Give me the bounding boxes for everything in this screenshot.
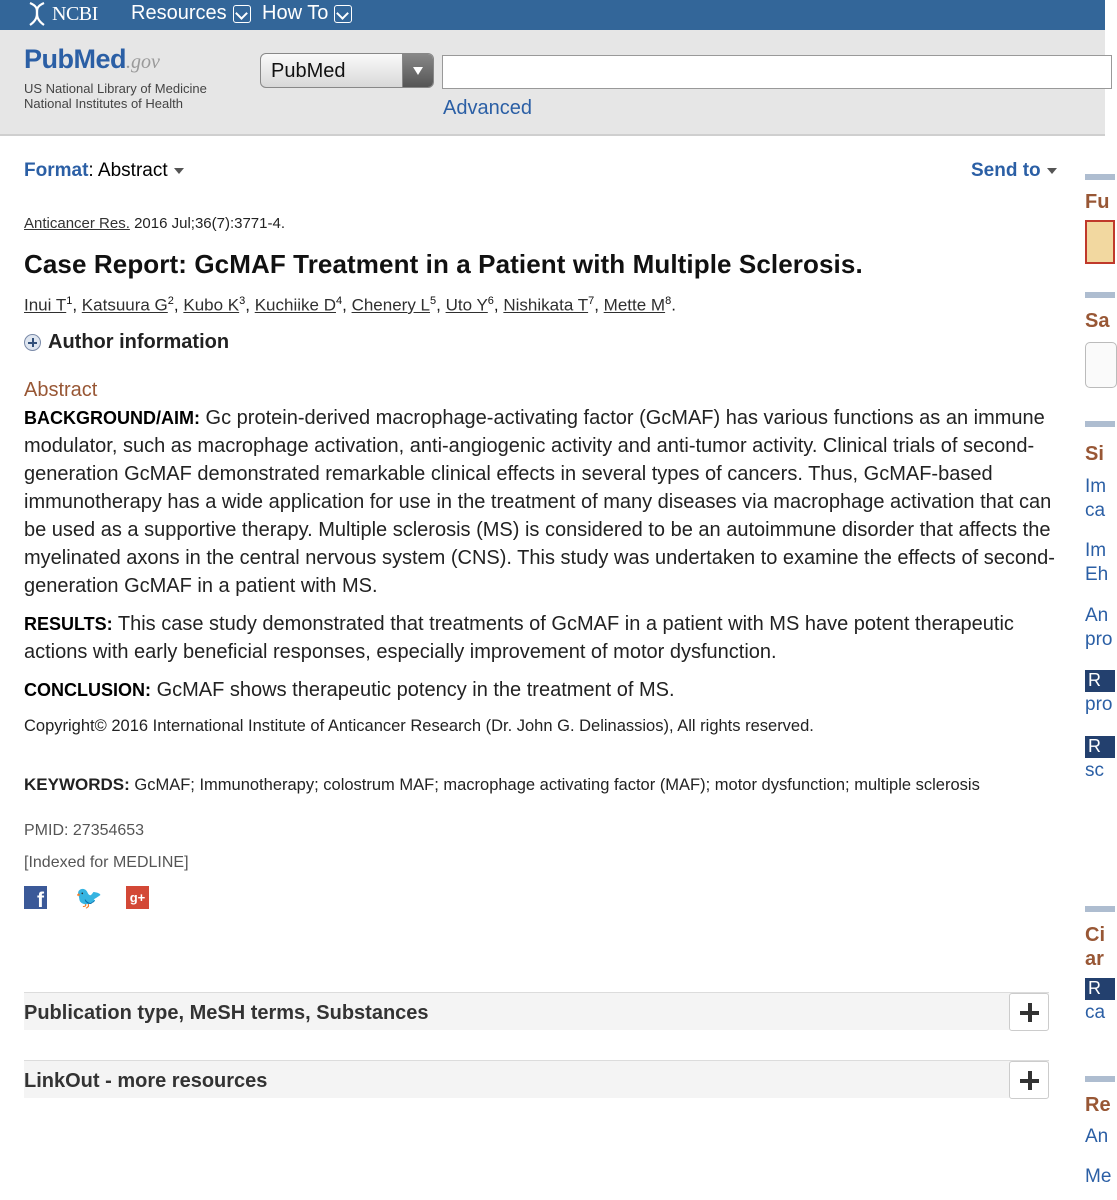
- author-link[interactable]: Uto Y: [445, 295, 488, 315]
- results-label: RESULTS:: [24, 614, 113, 634]
- keywords-line: [24, 775, 980, 795]
- sidebar-link[interactable]: Im: [1085, 540, 1107, 561]
- send-to-label: Send to: [971, 160, 1041, 181]
- facebook-icon[interactable]: [24, 886, 47, 909]
- format-value: Abstract: [97, 160, 168, 181]
- author-link[interactable]: Mette M: [603, 295, 666, 315]
- publication-type-section[interactable]: [24, 992, 1049, 1030]
- conclusion-label: CONCLUSION:: [24, 680, 151, 700]
- expand-plus-icon[interactable]: [1009, 1061, 1049, 1099]
- author-link[interactable]: Nishikata T: [503, 295, 589, 315]
- keywords-label: KEYWORDS:: [24, 775, 130, 794]
- author-affil-num: 7: [588, 295, 595, 307]
- resources-menu[interactable]: [131, 2, 251, 25]
- linkout-section[interactable]: [24, 1060, 1049, 1098]
- expand-plus-icon[interactable]: [1009, 993, 1049, 1031]
- journal-link[interactable]: Anticancer Res.: [24, 215, 130, 232]
- how-to-label: How To: [262, 2, 329, 24]
- save-items-button[interactable]: [1085, 342, 1117, 388]
- abstract-conclusion: [24, 676, 1059, 704]
- copyright-text: Copyright© 2016 International Institute of Anticancer Research (Dr. John G. Delinassios), All rights reserved.: [24, 717, 814, 735]
- section-label: LinkOut - more resources: [24, 1070, 268, 1092]
- author-information-toggle[interactable]: [24, 331, 229, 354]
- article-title: Case Report: GcMAF Treatment in a Patient with Multiple Sclerosis.: [24, 249, 863, 279]
- sidebar-heading: Si: [1085, 443, 1104, 465]
- sidebar-heading: Ci: [1085, 924, 1105, 946]
- full-text-thumbnail[interactable]: [1085, 220, 1115, 264]
- review-badge: R: [1085, 670, 1115, 692]
- sidebar-link[interactable]: Eh: [1085, 564, 1109, 585]
- author-affil-num: 4: [335, 295, 343, 307]
- pubmed-logo-gov: .gov: [126, 51, 160, 73]
- review-badge: R: [1085, 978, 1115, 1000]
- author-link[interactable]: Kuchiike D: [254, 295, 336, 315]
- author-information-label: Author information: [48, 331, 230, 353]
- sidebar-divider: [1085, 1076, 1115, 1082]
- pubmed-logo[interactable]: [24, 44, 207, 111]
- author-affil-num: 3: [239, 295, 246, 307]
- keywords-text: GcMAF; Immunotherapy; colostrum MAF; macrophage activating factor (MAF); motor dysfunction; multiple sclerosis: [134, 776, 980, 794]
- author-affil-num: 6: [487, 295, 494, 307]
- google-plus-icon[interactable]: g+: [126, 886, 149, 909]
- author-link[interactable]: Chenery L: [351, 295, 430, 315]
- abstract-heading: Abstract: [24, 379, 98, 401]
- sidebar-heading: ar: [1085, 948, 1104, 970]
- background-label: BACKGROUND/AIM:: [24, 408, 200, 428]
- author-affil-num: 5: [430, 295, 437, 307]
- database-select[interactable]: [260, 53, 434, 88]
- sidebar-heading: Re: [1085, 1094, 1111, 1116]
- pubmed-logo-word: PubMed: [24, 44, 126, 74]
- author-link[interactable]: Kubo K: [183, 295, 240, 315]
- sidebar-divider: [1085, 421, 1115, 427]
- twitter-icon[interactable]: 🐦: [75, 885, 103, 910]
- sidebar-divider: [1085, 174, 1115, 180]
- sidebar-link[interactable]: Im: [1085, 476, 1107, 497]
- sidebar-link[interactable]: ca: [1085, 500, 1106, 521]
- pmid-text: PMID: 27354653: [24, 822, 145, 839]
- resources-label: Resources: [131, 2, 227, 24]
- format-key: Format: [24, 160, 89, 181]
- nlm-label: US National Library of Medicine: [24, 81, 207, 96]
- sidebar-link[interactable]: An: [1085, 1126, 1109, 1147]
- abstract-results: [24, 610, 1059, 666]
- author-affil-num: 8: [665, 295, 672, 307]
- sidebar-link[interactable]: pro: [1085, 694, 1113, 715]
- ncbi-logo-text: NCBI: [52, 2, 98, 25]
- sidebar-link[interactable]: pro: [1085, 629, 1113, 650]
- ncbi-logo[interactable]: [26, 0, 98, 28]
- sidebar-heading: Sa: [1085, 310, 1110, 332]
- chevron-down-icon: [233, 5, 251, 23]
- citation-line: [24, 215, 285, 232]
- ncbi-top-bar: [0, 0, 1105, 30]
- caret-down-icon: [1047, 168, 1057, 174]
- sidebar-heading: Fu: [1085, 191, 1110, 213]
- sidebar-divider: [1085, 906, 1115, 912]
- author-affil-num: 2: [167, 295, 174, 307]
- database-select-value: PubMed: [271, 60, 346, 82]
- social-share: [24, 886, 177, 909]
- results-text: This case study demonstrated that treatments of GcMAF in a patient with MS have potent therapeutic actions with early beneficial responses, especially improvement of motor dysfunction.: [24, 613, 1014, 663]
- sidebar-link[interactable]: sc: [1085, 760, 1104, 781]
- review-badge: R: [1085, 736, 1115, 758]
- right-sidebar-clipped: [1085, 150, 1113, 1200]
- send-to-menu[interactable]: [971, 160, 1057, 182]
- expand-plus-icon: [24, 334, 41, 351]
- dna-icon: [26, 1, 48, 27]
- sidebar-link[interactable]: Me: [1085, 1166, 1112, 1187]
- author-affil-num: 1: [66, 295, 73, 307]
- citation-details: 2016 Jul;36(7):3771-4.: [134, 215, 285, 232]
- sidebar-link[interactable]: An: [1085, 605, 1109, 626]
- indexed-text: [Indexed for MEDLINE]: [24, 854, 189, 871]
- conclusion-text: GcMAF shows therapeutic potency in the treatment of MS.: [156, 679, 675, 701]
- advanced-search-link[interactable]: Advanced: [443, 97, 532, 119]
- background-text: Gc protein-derived macrophage-activating factor (GcMAF) has various functions as an immune modulator, such as macrophage activation, anti-angiogenic activity and anti-tumor activity. Clinical trials of second-generation GcMAF demonstrated remarkable clinical effects in several types of cancers. Thus, GcMAF-based immunotherapy has a wide application for use in the treatment of many diseases via macrophage activation that can be used as a supportive therapy. Multiple sclerosis (MS) is considered to be an autoimmune disorder that affects the myelinated axons in the central nervous system (CNS). This study was undertaken to examine the effects of second-generation GcMAF in a patient with MS.: [24, 407, 1055, 597]
- chevron-down-icon: [334, 5, 352, 23]
- section-label: Publication type, MeSH terms, Substances: [24, 1002, 429, 1024]
- author-list: Inui $T^1$, Katsuura $G^2$, Kubo $K^3$, Kuchiike $D^4$, Chenery $L^5$, Uto $Y^6$, Nishikata $T^7$, Mette $M^8$.: [24, 295, 676, 315]
- sidebar-divider: [1085, 292, 1115, 298]
- dropdown-arrow-icon: [402, 54, 433, 87]
- abstract-background: [24, 404, 1059, 600]
- how-to-menu[interactable]: [262, 2, 352, 25]
- caret-down-icon: [174, 168, 184, 174]
- pubmed-header: [0, 30, 1105, 136]
- author-link[interactable]: Katsuura G: [81, 295, 168, 315]
- nih-label: National Institutes of Health: [24, 96, 183, 111]
- search-input[interactable]: [442, 55, 1112, 89]
- sidebar-link[interactable]: ca: [1085, 1002, 1106, 1023]
- author-link[interactable]: Inui T: [24, 295, 67, 315]
- format-menu[interactable]: Format: Abstract: [24, 160, 184, 182]
